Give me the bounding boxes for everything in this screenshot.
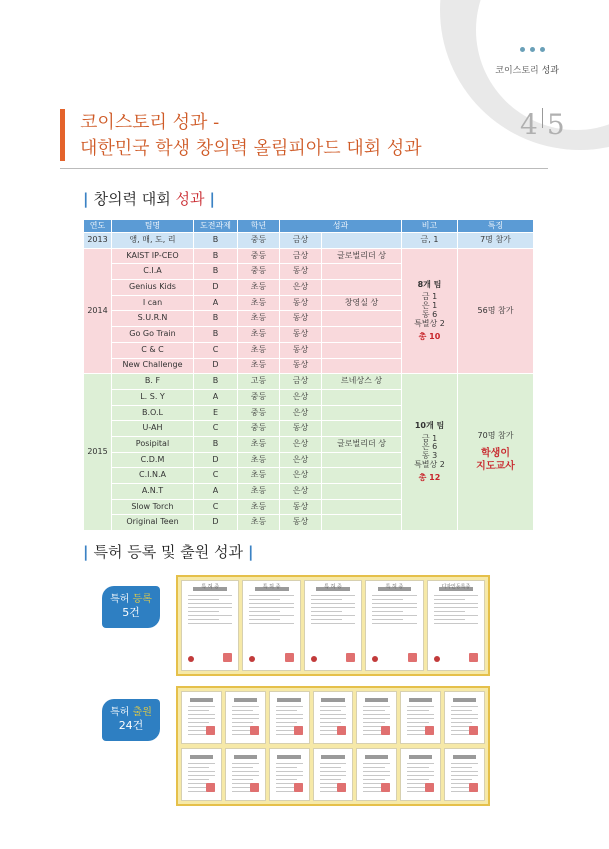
patent-application-image	[444, 748, 485, 801]
note-cell: 8개 팀 금 1 은 1 동 6 특별상 2 총 10	[402, 248, 458, 374]
year-cell: 2014	[84, 248, 112, 374]
header-year: 연도	[84, 220, 112, 233]
table-row: Genius Kids D 초등 은상	[84, 280, 534, 296]
patent-application-image	[269, 691, 310, 744]
header-result: 성과	[280, 220, 402, 233]
table-row: Slow Torch C 초등 동상	[84, 499, 534, 515]
table-row: 2015 B. F B 고등 금상 르네상스 상 10개 팀 금 1 은 6 동 3 특별상 2 총 12 70명 참가 학생이 지도교사	[84, 374, 534, 390]
table-row: C.I.N.A C 초등 은상	[84, 468, 534, 484]
table-row: L. S. Y A 중등 은상	[84, 389, 534, 405]
patent-application-image	[356, 748, 397, 801]
patent-registered-badge: 특허 등록 5건	[102, 586, 160, 628]
patent-filed-badge: 특허 출원 24건	[102, 699, 160, 741]
patent-certificate-image: 특 허 증	[365, 580, 423, 671]
patent-application-gallery	[176, 686, 490, 806]
table-row: C.I.A B 중등 동상	[84, 264, 534, 280]
patent-application-image	[400, 748, 441, 801]
year-cell: 2013	[84, 233, 112, 249]
patent-application-image	[444, 691, 485, 744]
awards-table	[83, 219, 534, 531]
feature-cell: 70명 참가 학생이 지도교사	[458, 374, 534, 531]
patent-application-image	[400, 691, 441, 744]
table-row: Go Go Train B 초등 동상	[84, 327, 534, 343]
patent-application-image	[269, 748, 310, 801]
patent-certificate-image: 특 허 증	[304, 580, 362, 671]
section-heading-contest: | 창의력 대회 성과 |	[83, 189, 215, 208]
section-label: 코이스토리 성과	[495, 66, 559, 76]
patent-application-image	[225, 691, 266, 744]
year-cell: 2015	[84, 374, 112, 531]
table-row: 2014 KAIST IP-CEO B 중등 금상 글로벌리더 상 8개 팀 금 1 은 1 동 6 특별상 2 총 10 56명 참가	[84, 248, 534, 264]
table-row: A.N.T A 초등 은상	[84, 484, 534, 500]
patent-application-image	[181, 691, 222, 744]
note-cell: 금, 1	[402, 233, 458, 249]
header-team: 팀명	[112, 220, 194, 233]
patent-certificate-image: 특 허 증	[242, 580, 300, 671]
dots-icon	[520, 47, 545, 52]
patent-certificate-image: 특 허 증	[181, 580, 239, 671]
header-note: 비고	[402, 220, 458, 233]
header-grade: 학년	[238, 220, 280, 233]
patent-application-image	[356, 691, 397, 744]
patent-application-image	[313, 691, 354, 744]
patent-application-image	[313, 748, 354, 801]
table-header-row	[84, 220, 534, 233]
note-cell: 10개 팀 금 1 은 6 동 3 특별상 2 총 12	[402, 374, 458, 531]
table-row: C & C C 초등 동상	[84, 342, 534, 358]
table-row: Posipital B 초등 은상 글로벌리더 상	[84, 436, 534, 452]
table-row: C.D.M D 초등 은상	[84, 452, 534, 468]
patent-application-image	[225, 748, 266, 801]
title-accent-bar	[60, 109, 65, 161]
patent-application-image	[181, 748, 222, 801]
header-task: 도전과제	[194, 220, 238, 233]
table-row: U-AH C 중등 동상	[84, 421, 534, 437]
design-certificate-image: 디자인등록증	[427, 580, 485, 671]
section-heading-patent: | 특허 등록 및 출원 성과 |	[83, 542, 254, 561]
feature-cell: 56명 참가	[458, 248, 534, 374]
header-feature: 특징	[458, 220, 534, 233]
table-row: I can A 초등 동상 창영실 상	[84, 295, 534, 311]
feature-cell: 7명 참가	[458, 233, 534, 249]
page-title-line-1: 코이스토리 성과 -	[80, 112, 220, 133]
table-row: B.O.L E 중등 은상	[84, 405, 534, 421]
page-number: 4 5	[520, 108, 565, 141]
patent-certificate-gallery	[176, 575, 490, 676]
table-row: S.U.R.N B 초등 동상	[84, 311, 534, 327]
page-title-line-2: 대한민국 학생 창의력 올림피아드 대회 성과	[80, 138, 422, 159]
table-row: New Challenge D 초등 동상	[84, 358, 534, 374]
title-divider	[60, 168, 548, 169]
table-row: 2013 앵, 매, 도, 리 B 중등 금상 금, 1 7명 참가	[84, 233, 534, 249]
table-row: Original Teen D 초등 동상	[84, 515, 534, 531]
